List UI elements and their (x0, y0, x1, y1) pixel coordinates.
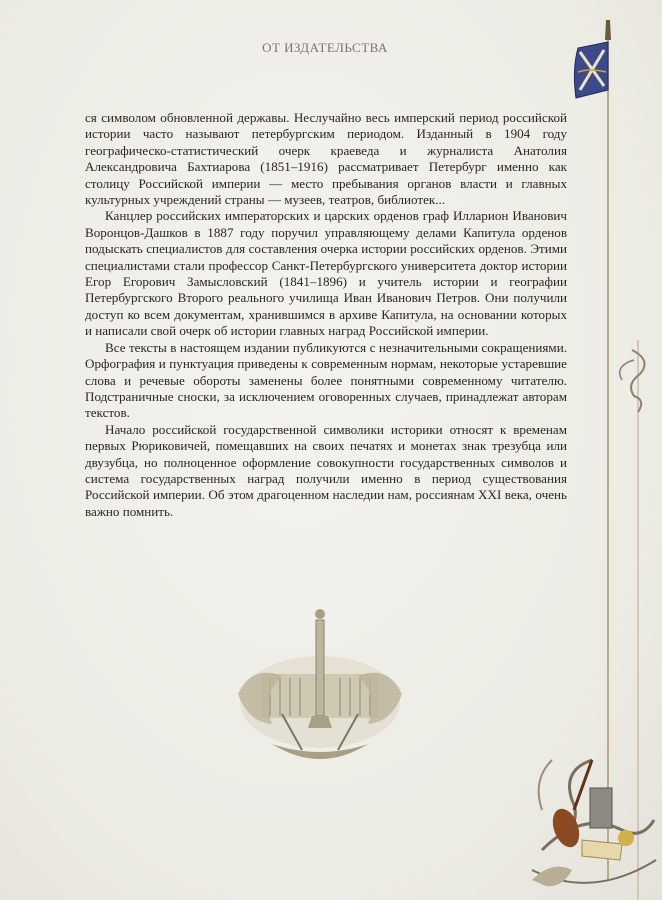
paragraph-2: Канцлер российских императорских и царских орденов граф Илларион Иванович Воронцов-Дашков в 1887 году поручил управляющему делами Капитула орденов подыскать специалистов для составления очерка истории российских орденов. Этими специалистами стали профессор Санкт-Петербургского университета доктор истории Егор Егорович Замысловский (1841–1896) и учитель истории и географии Петербургского Второго реального училища Иван Иванович Петров. Они получили доступ ко всем документам, хранившимся в архиве Капитула, на основании которых и написали свой очерк об истории главных наград Российской империи. (85, 208, 567, 339)
alexander-column-vignette (232, 604, 408, 774)
paragraph-3: Все тексты в настоящем издании публикуются с незначительными сокращениями. Орфография и пунктуация приведены к современным нормам, некоторые устаревшие слова и речевые обороты заменены более понятными современному читателю. Подстраничные сноски, за исключением оговоренных случаев, принадлежат авторам текстов. (85, 339, 567, 421)
running-header: ОТ ИЗДАТЕЛЬСТВА (262, 40, 388, 55)
ornamental-corner-icon (522, 340, 662, 900)
paragraph-1: ся символом обновленной державы. Неслучайно весь имперский период российской истории часто называют петербургским периодом. Изданный в 1904 году географическо-статистический очерк краеведа и журналиста Анатолия Александровича Бахтиарова (1851–1916) рассматривает Петербург именно как столицу Российской империи — место пребывания органов власти и главных культурных учреждений страны — музеев, театров, библиотек... (85, 110, 567, 208)
body-text (85, 110, 567, 520)
paragraph-4: Начало российской государственной символики историки относят к временам первых Рюриковичей, помещавших на своих печатях и монетах знак трезубца или двузубца, но полноценное оформление совокупности государственных символов и система государственных наград получили именно в период существования Российской империи. Об этом драгоценном наследии нам, россиянам XXI века, очень важно помнить. (85, 421, 567, 519)
